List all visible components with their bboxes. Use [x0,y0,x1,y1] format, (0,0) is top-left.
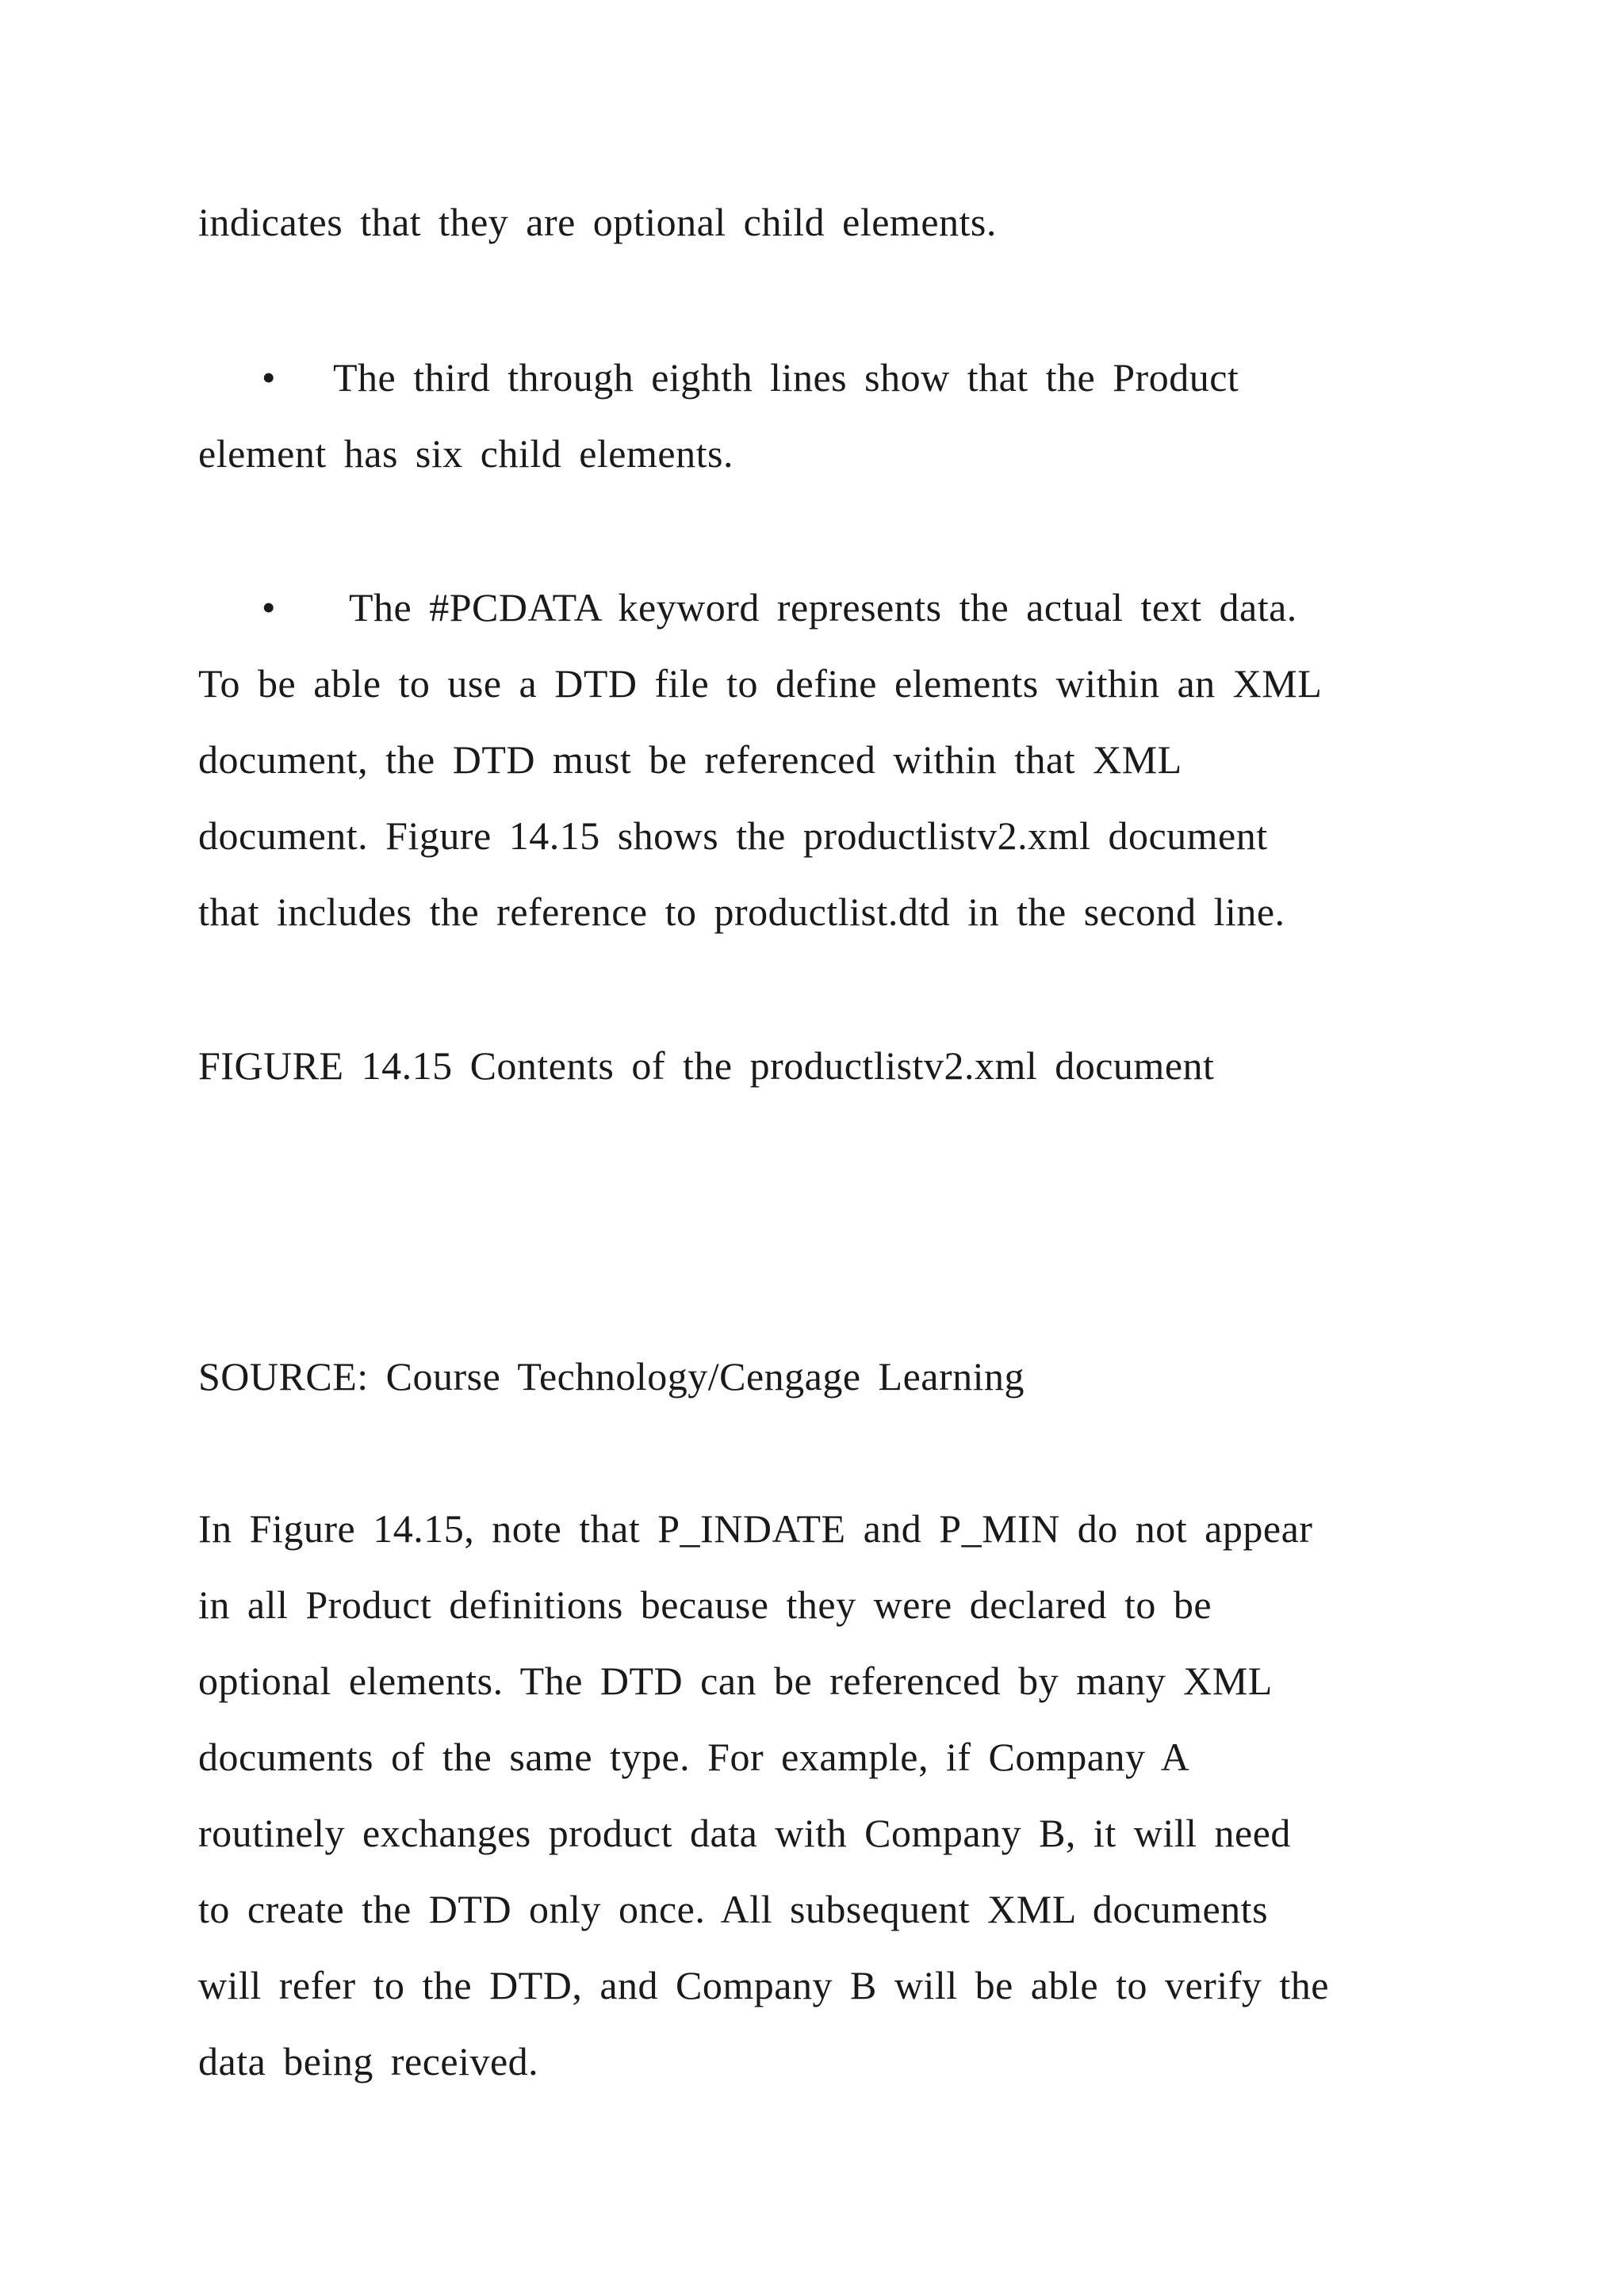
paragraph-line: data being received. [198,2039,539,2084]
figure-source: SOURCE: Course Technology/Cengage Learning [198,1354,1025,1399]
paragraph-line: in all Product definitions because they were declared to be [198,1582,1212,1627]
bullet-icon: • [262,355,276,400]
paragraph-line: In Figure 14.15, note that P_INDATE and P_MIN do not appear [198,1506,1313,1551]
paragraph-line: will refer to the DTD, and Company B will be able to verify the [198,1963,1329,2007]
bullet-line: that includes the reference to productlist.dtd in the second line. [198,890,1285,934]
bullet-line: document, the DTD must be referenced within that XML [198,737,1182,782]
bullet-line: document. Figure 14.15 shows the productlistv2.xml document [198,813,1268,858]
paragraph-line: routinely exchanges product data with Company B, it will need [198,1811,1291,1855]
figure-caption: FIGURE 14.15 Contents of the productlistv2.xml document [198,1043,1215,1088]
bullet-line: The #PCDATA keyword represents the actual text data. [349,585,1297,629]
bullet-icon: • [262,585,276,629]
paragraph-line: to create the DTD only once. All subsequent XML documents [198,1887,1269,1931]
paragraph-line: documents of the same type. For example, if Company A [198,1735,1190,1779]
paragraph-line: indicates that they are optional child elements. [198,200,997,244]
paragraph-line: optional elements. The DTD can be referenced by many XML [198,1659,1273,1703]
bullet-line: element has six child elements. [198,431,733,476]
bullet-line: To be able to use a DTD file to define elements within an XML [198,661,1323,706]
bullet-line: The third through eighth lines show that the Product [333,355,1239,400]
